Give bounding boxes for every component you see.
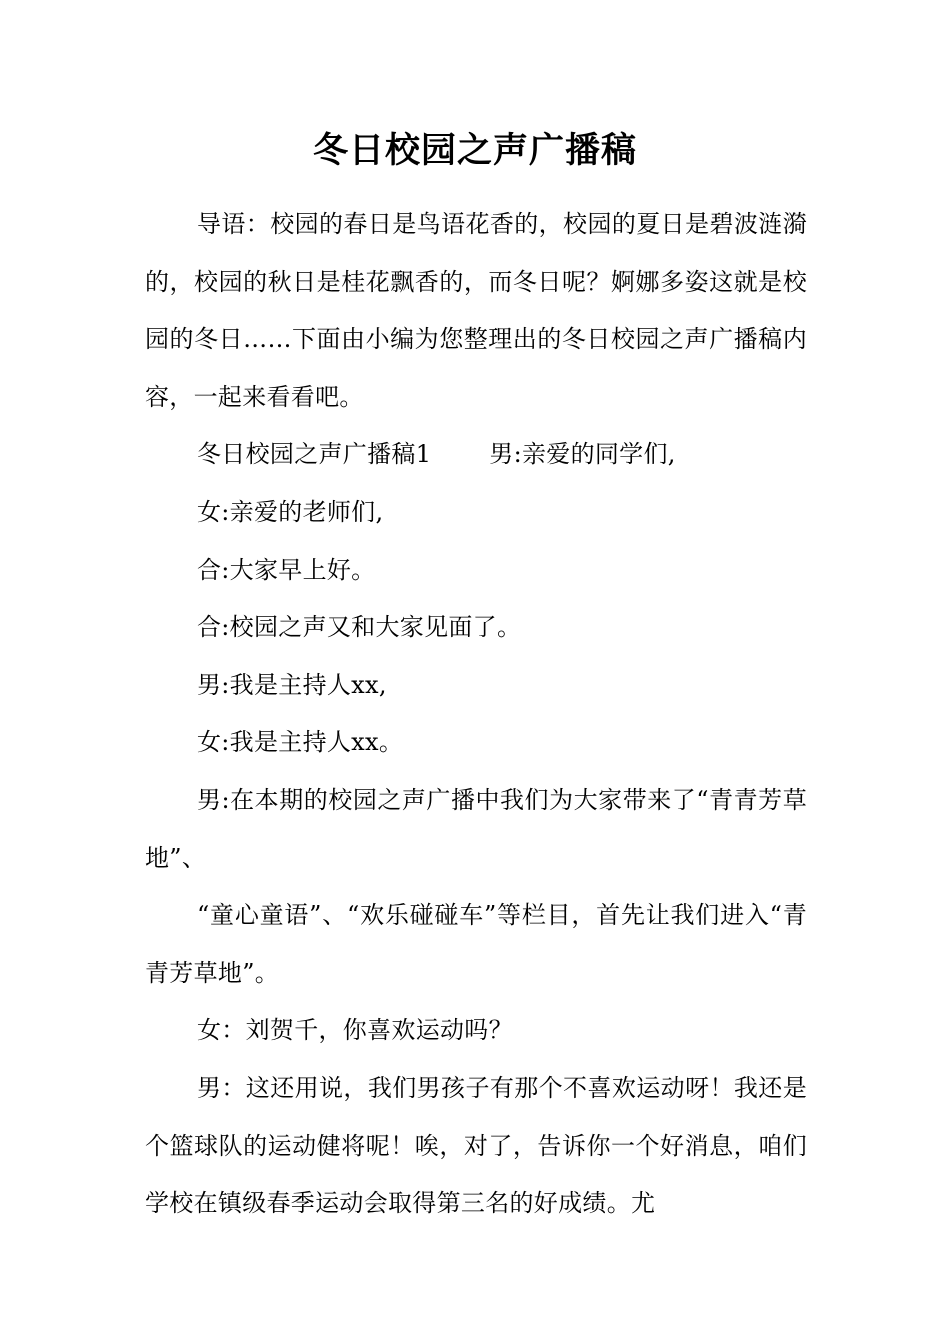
script-heading: 冬日校园之声广播稿1 [197, 440, 432, 469]
dialogue-line: 合:校园之声又和大家见面了。 [197, 613, 522, 642]
dialogue-line: 女：刘贺千，你喜欢运动吗？ [197, 1016, 513, 1045]
intro-paragraph: 导语：校园的春日是鸟语花香的，校园的夏日是碧波涟漪的，校园的秋日是桂花飘香的，而冬日呢？婀娜多姿这就是校园的冬日……下面由小编为您整理出的冬日校园之声广播稿内容，一起来看看吧。 [145, 210, 807, 411]
dialogue-line: 男:亲爱的同学们, [489, 440, 676, 469]
document-body [145, 196, 807, 1233]
document-title: 冬日校园之声广播稿 [312, 130, 637, 171]
dialogue-line: “童心童语”、“欢乐碰碰车”等栏目，首先让我们进入“青青芳草地”。 [145, 901, 807, 987]
dialogue-line: 男：这还用说，我们男孩子有那个不喜欢运动呀！我还是个篮球队的运动健将呢！唉，对了，告诉你一个好消息，咱们学校在镇级春季运动会取得第三名的好成绩。尤 [145, 1073, 807, 1218]
dialogue-line: 女:亲爱的老师们, [197, 497, 384, 526]
dialogue-line: 女:我是主持人xx。 [197, 728, 404, 757]
dialogue-line: 男:我是主持人xx, [197, 670, 387, 699]
script-heading-line [145, 426, 807, 484]
dialogue-line: 男:在本期的校园之声广播中我们为大家带来了“青青芳草地”、 [145, 785, 807, 872]
dialogue-line: 合:大家早上好。 [197, 555, 376, 584]
